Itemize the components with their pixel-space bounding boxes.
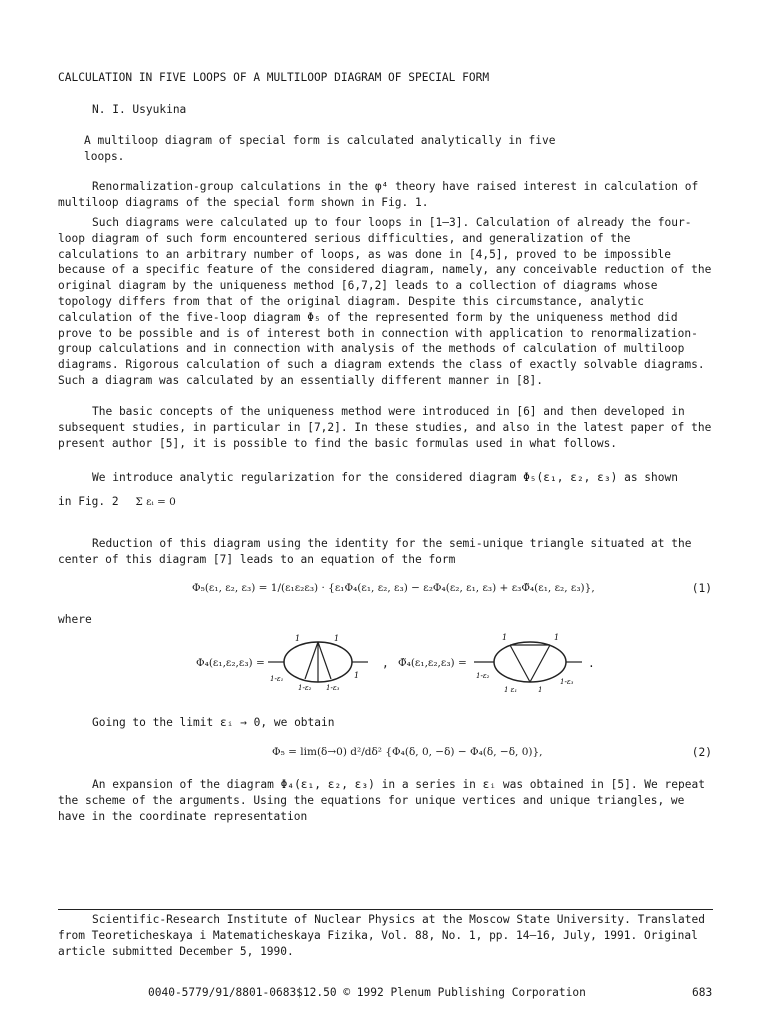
footnote: Scientific-Research Institute of Nuclear Physics at the Moscow State University. Translated from Teoreticheskaya i Matematicheskaya Fizika, Vol. 88, No. 1, pp. 14–16, July, 1991. Original article submitted December 5, 1990. — [58, 913, 705, 958]
svg-text:1: 1 — [538, 686, 543, 694]
page-number: 683 — [692, 986, 713, 999]
paragraph-7: An expansion of the diagram Φ₄(ε₁, ε₂, ε₃) in a series in εᵢ was obtained in [5]. We repeat the scheme of the arguments. Using the equations for unique vertices and unique triangles, we have in the coordinate representation — [58, 778, 705, 823]
svg-text:1-ε₂: 1-ε₂ — [298, 684, 312, 692]
svg-text:1-ε₃: 1-ε₃ — [326, 684, 340, 692]
phi4-tilde-label: Φ̃₄(ε₁,ε₂,ε₃) = — [398, 657, 467, 669]
paragraph-6: Going to the limit εᵢ → 0, we obtain — [92, 716, 335, 729]
footnote-rule — [58, 909, 713, 910]
paragraph-2: Such diagrams were calculated up to four loops in [1–3]. Calculation of already the four-loop diagram of such form encountered serious difficulties, and generalization of the calculations to an arbitrary number of loops, as was done in [4,5], proved to be impossible because of a specific feature of the considered diagram, namely, any conceivable reduction of the original diagram by the uniqueness method [6,7,2] leads to a collection of diagrams whose topology differs from that of the original diagram. Despite this circumstance, analytic calculation of the five-loop diagram Φ₅ of the represented form by the uniqueness method did prove to be possible and is of interest both in connection with application to renormalization-group calculations and in connection with analysis of the methods of calculation of multiloop diagrams. Rigorous calculation of such a diagram extends the class of exactly solvable diagrams. Such a diagram was calculated by an essentially different manner in [8]. — [58, 216, 712, 387]
phi4-diagram — [268, 632, 368, 694]
paragraph-3: The basic concepts of the uniqueness method were introduced in [6] and then developed in subsequent studies, in particular in [7,2]. In these studies, and also in the latest paper of the present author [5], it is possible to find the basic formulas used in what follows. — [58, 405, 712, 450]
paragraph-1: Renormalization-group calculations in the φ⁴ theory have raised interest in calculation of multiloop diagrams of the special form shown in Fig. 1. — [58, 180, 699, 209]
svg-text:1-ε₂: 1-ε₂ — [476, 672, 490, 680]
svg-text:1-ε₁: 1-ε₁ — [270, 675, 284, 683]
phi4-label: Φ₄(ε₁,ε₂,ε₃) = — [196, 657, 265, 669]
phi4-tilde-diagram — [474, 632, 586, 694]
equation-2-number: (2) — [691, 746, 712, 759]
svg-text:1: 1 — [354, 671, 360, 680]
where-label: where — [58, 613, 92, 626]
paragraph-5: Reduction of this diagram using the identity for the semi-unique triangle situated at the center of this diagram [7] leads to an equation of the form — [58, 537, 692, 566]
equation-1: Φ₅(ε₁, ε₂, ε₃) = 1/(ε₁ε₂ε₃) · {ε₁Φ₄(ε₁, ε₂, ε₃) − ε₂Φ₄(ε₂, ε₁, ε₃) + ε₃Φ̃₄(ε₁, ε₂, ε₃)}, — [192, 582, 595, 594]
epsilon-sum-condition: Σ εᵢ = 0 — [135, 496, 176, 508]
svg-text:1: 1 — [554, 633, 560, 642]
fig2-reference: in Fig. 2 — [58, 495, 119, 508]
diagram-separator: , — [382, 657, 389, 670]
paper-title: CALCULATION IN FIVE LOOPS OF A MULTILOOP DIAGRAM OF SPECIAL FORM — [58, 71, 490, 84]
svg-text:1-ε₃: 1-ε₃ — [560, 678, 574, 686]
svg-text:1: 1 — [502, 633, 508, 642]
diagram-end-period: . — [588, 657, 595, 670]
paragraph-4-line-1: We introduce analytic regularization for the considered diagram Φ₅(ε₁, ε₂, ε₃) as shown — [92, 471, 678, 484]
abstract: A multiloop diagram of special form is calculated analytically in five loops. — [84, 134, 556, 163]
author: N. I. Usyukina — [92, 103, 187, 116]
equation-2: Φ₅ = lim(δ→0) d²/dδ² {Φ₄(δ, 0, −δ) − Φ₄(δ, −δ, 0)}, — [272, 746, 543, 758]
paragraph-4-line-2 — [58, 494, 176, 511]
svg-text:1: 1 — [295, 634, 301, 643]
copyright-line: 0040-5779/91/8801-0683$12.50 © 1992 Plenum Publishing Corporation — [148, 986, 586, 999]
svg-text:1 ε₁: 1 ε₁ — [504, 686, 518, 694]
equation-1-number: (1) — [691, 582, 712, 595]
svg-text:1: 1 — [334, 634, 340, 643]
